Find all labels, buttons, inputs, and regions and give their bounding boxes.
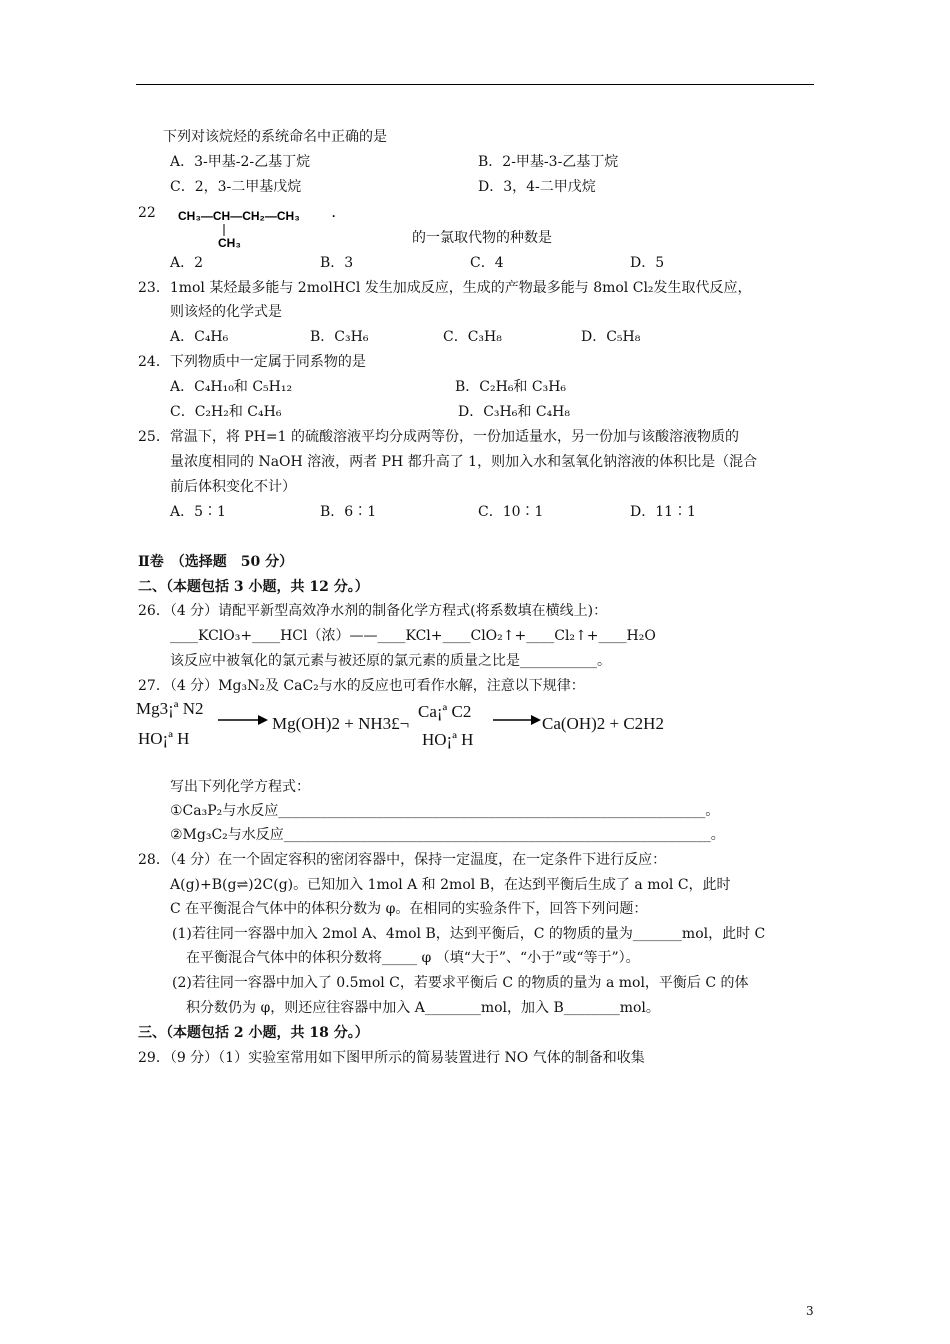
q28-sub1-line1: (1)若往同一容器中加入 2mol A、4mol B，达到平衡后，C 的物质的量为_______mol，此时 C xyxy=(172,926,766,942)
q26-ratio-question: 该反应中被氧化的氯元素与被还原的氯元素的质量之比是___________。 xyxy=(170,653,611,669)
q23-option-c: C．C₃H₈ xyxy=(443,329,502,345)
structure-dot: · xyxy=(332,209,336,223)
part2-title: 二、（本题包括 3 小题，共 12 分。） xyxy=(138,579,369,595)
q25-line3: 前后体积变化不计） xyxy=(170,479,296,495)
structure-branch: CH₃ xyxy=(218,236,241,249)
volume2-title: Ⅱ卷 （选择题 50 分） xyxy=(138,554,294,570)
q26-equation: ____KClO₃+____HCl（浓）——____KCl+____ClO₂↑+____Cl₂↑+____H₂O xyxy=(170,628,656,644)
part3-title: 三、（本题包括 2 小题，共 18 分。） xyxy=(138,1025,369,1041)
eq2-arrow-icon xyxy=(493,713,541,727)
q29-stem: 29．（9 分）（1）实验室常用如下图甲所示的简易装置进行 NO 气体的制备和收集 xyxy=(138,1050,645,1066)
q24-option-c: C．C₂H₂和 C₄H₆ xyxy=(170,404,282,420)
q25-option-c: C．10∶1 xyxy=(478,504,544,520)
q23-line2: 则该烃的化学式是 xyxy=(170,304,282,320)
q21-option-a: A．3-甲基-2-乙基丁烷 xyxy=(170,154,311,170)
q28-sub2-line2: 积分数仍为 φ，则还应往容器中加入 A________mol，加入 B________mol。 xyxy=(186,1000,660,1016)
q27-item1: ①Ca₃P₂与水反应_____________________________________________________________。 xyxy=(170,803,720,819)
q25-option-d: D．11∶1 xyxy=(630,504,696,520)
q25-option-b: B．6∶1 xyxy=(320,504,377,520)
q23-line1: 23．1mol 某烃最多能与 2molHCl 发生加成反应，生成的产物最多能与 8mol Cl₂发生取代反应， xyxy=(138,280,752,296)
q24-stem: 24．下列物质中一定属于同系物的是 xyxy=(138,354,366,370)
q24-option-b: B．C₂H₆和 C₃H₆ xyxy=(455,379,567,395)
q27-stem: 27．（4 分）Mg₃N₂及 CaC₂与水的反应也可看作水解，注意以下规律： xyxy=(138,678,585,694)
q21-option-c: C．2，3-二甲基戊烷 xyxy=(170,179,302,195)
q22-option-b: B．3 xyxy=(320,255,354,271)
q25-line1: 25．常温下，将 PH=1 的硫酸溶液平均分成两等份，一份加适量水，另一份加与该酸溶液物质的 xyxy=(138,429,739,445)
q24-option-d: D．C₃H₆和 C₄H₈ xyxy=(458,404,570,420)
q23-option-b: B．C₃H₆ xyxy=(310,329,369,345)
structure-main-chain: CH₃—CH—CH₂—CH₃ xyxy=(178,209,300,223)
q22-number: 22 xyxy=(138,205,156,221)
q25-option-a: A．5∶1 xyxy=(170,504,226,520)
header-rule xyxy=(136,84,814,85)
q22-option-c: C．4 xyxy=(470,255,504,271)
q22-structure-formula xyxy=(176,205,356,249)
q23-option-a: A．C₄H₆ xyxy=(170,329,229,345)
eq1-reactant-bottom: HO¡ª H xyxy=(138,729,190,748)
eq1-product: Mg(OH)2 + NH3£¬ xyxy=(272,714,410,733)
q23-option-d: D．C₅H₈ xyxy=(581,329,641,345)
q21-stem: 下列对该烷烃的系统命名中正确的是 xyxy=(163,129,387,145)
q28-stem: 28．（4 分）在一个固定容积的密闭容器中，保持一定温度，在一定条件下进行反应： xyxy=(138,852,667,868)
eq2-product: Ca(OH)2 + C2H2 xyxy=(542,714,664,733)
q26-stem: 26．（4 分）请配平新型高效净水剂的制备化学方程式(将系数填在横线上)： xyxy=(138,603,608,619)
page-number: 3 xyxy=(806,1304,814,1318)
q22-stem: 的一氯取代物的种数是 xyxy=(412,230,552,246)
q22-option-a: A．2 xyxy=(170,255,204,271)
q28-sub2-line1: (2)若往同一容器中加入了 0.5mol C，若要求平衡后 C 的物质的量为 a mol，平衡后 C 的体 xyxy=(172,975,749,991)
q25-line2: 量浓度相同的 NaOH 溶液，两者 PH 都升高了 1，则加入水和氢氧化钠溶液的体积比是（混合 xyxy=(170,454,758,470)
q27-prompt: 写出下列化学方程式： xyxy=(170,779,310,795)
q22-option-d: D．5 xyxy=(630,255,665,271)
q21-option-d: D．3，4-二甲戊烷 xyxy=(478,179,596,195)
q28-reaction-line: A(g)+B(g⇌)2C(g)。已知加入 1mol A 和 2mol B，在达到平衡后生成了 a mol C，此时 xyxy=(170,877,731,893)
q21-option-b: B．2-甲基-3-乙基丁烷 xyxy=(478,154,619,170)
eq1-arrow-icon xyxy=(218,713,268,727)
q28-condition-line: C 在平衡混合气体中的体积分数为 φ。在相同的实验条件下，回答下列问题： xyxy=(170,901,648,917)
eq2-reactant-bottom: HO¡ª H xyxy=(422,730,474,749)
q27-item2: ②Mg₃C₂与水反应_____________________________________________________________。 xyxy=(170,827,725,843)
eq2-reactant-top: Ca¡ª C2 xyxy=(418,702,472,721)
q24-option-a: A．C₄H₁₀和 C₅H₁₂ xyxy=(170,379,293,395)
q28-sub1-line2: 在平衡混合气体中的体积分数将_____ φ （填“大于”、“小于”或“等于”）。 xyxy=(186,950,640,966)
eq1-reactant-top: Mg3¡ª N2 xyxy=(136,699,204,718)
